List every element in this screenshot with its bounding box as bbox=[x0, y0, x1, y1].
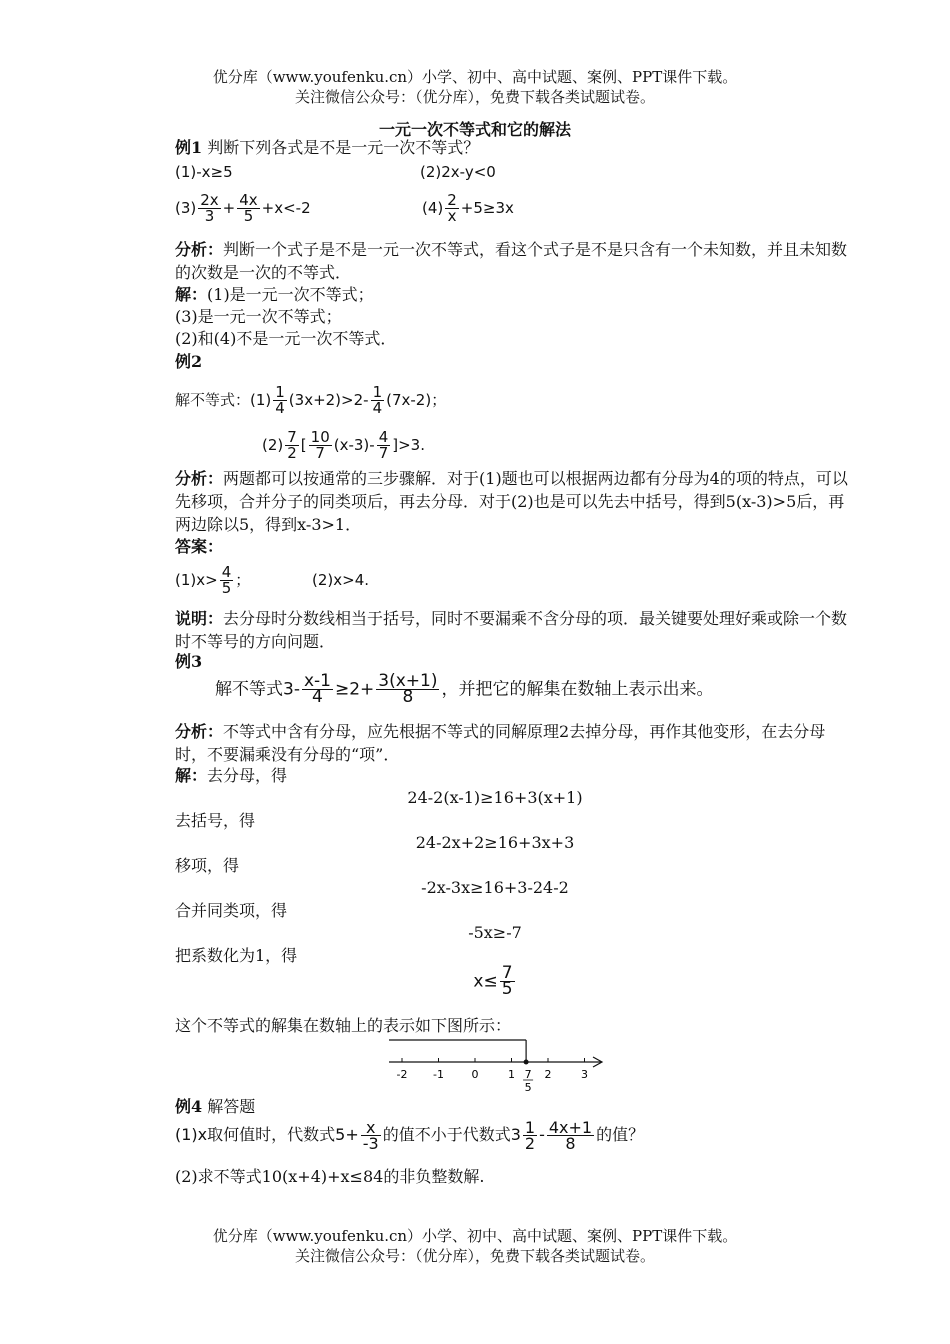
denominator: 5 bbox=[221, 579, 232, 597]
numerator: 1 bbox=[372, 383, 383, 401]
step-3: 移项，得 bbox=[175, 856, 240, 875]
example-2-answer-label: 答案： bbox=[175, 537, 224, 556]
step-text: 去分母，得 bbox=[207, 766, 288, 785]
axis-tick-label: -1 bbox=[433, 1068, 444, 1081]
example-1-item-1: (1)-x≥5 bbox=[175, 163, 233, 181]
numerator: 7 bbox=[501, 963, 513, 983]
example-4-question-2: (2)求不等式10(x+4)+x≤84的非负整数解. bbox=[175, 1167, 485, 1186]
example-2-answer-1 bbox=[175, 565, 250, 596]
denominator: 8 bbox=[402, 687, 414, 707]
denominator: 4 bbox=[312, 687, 323, 707]
example-4-label: 例4 bbox=[175, 1097, 203, 1116]
example-1-analysis bbox=[175, 238, 855, 284]
note-text: 去分母时分数线相当于括号，同时不要漏乘不含分母的项．最关键要处理好乘或除一个数时不等号的方向问题． bbox=[175, 609, 848, 651]
numerator: 3(x+1) bbox=[378, 671, 438, 691]
fraction bbox=[371, 385, 385, 416]
numerator: 2x bbox=[200, 191, 219, 209]
example-2-analysis bbox=[175, 467, 855, 536]
axis-tick-label: 3 bbox=[581, 1068, 588, 1081]
fraction bbox=[198, 193, 220, 224]
denominator: 7 bbox=[378, 444, 389, 462]
footer-line-1: 优分库（www.youfenku.cn）小学、初中、高中试题、案例、PPT课件下载。 bbox=[212, 1227, 738, 1245]
q1-prefix: (1)x取何值时，代数式5+ bbox=[175, 1125, 359, 1144]
q2-suffix: ]>3. bbox=[392, 436, 425, 454]
numerator: 2 bbox=[447, 191, 457, 209]
analysis-text: 不等式中含有分母，应先根据不等式的同解原理2去掉分母，再作其他变形，在去分母时，不要漏乘没有分母的“项”． bbox=[175, 722, 826, 764]
question-mid: ≥2+ bbox=[334, 679, 375, 700]
denominator: 8 bbox=[565, 1134, 576, 1153]
header-line-2: 关注微信公众号：（优分库），免费下载各类试题试卷。 bbox=[294, 88, 655, 106]
axis-tick-label: 2 bbox=[544, 1068, 552, 1081]
answer-1-suffix: ； bbox=[235, 571, 251, 589]
denominator: 4 bbox=[372, 399, 383, 417]
item-4-suffix: +5≥3x bbox=[460, 199, 514, 217]
example-4-heading bbox=[175, 1097, 255, 1117]
numerator: 1 bbox=[524, 1118, 536, 1137]
denominator: 3 bbox=[204, 207, 215, 225]
equation-4: -5x≥-7 bbox=[468, 923, 522, 942]
analysis-label: 分析： bbox=[175, 722, 224, 741]
example-2-question-2 bbox=[262, 430, 425, 461]
axis-tick-label: 1 bbox=[508, 1068, 515, 1081]
example-1-item-4 bbox=[422, 193, 514, 224]
numerator: 4 bbox=[221, 563, 232, 581]
number-line bbox=[385, 1035, 610, 1097]
fraction bbox=[445, 193, 459, 224]
q1-mid: (3x+2)>2- bbox=[288, 391, 369, 409]
plus: + bbox=[222, 199, 236, 217]
denominator: 4 bbox=[275, 399, 285, 417]
item-4-prefix: (4) bbox=[422, 199, 444, 217]
question-prefix: 解不等式3- bbox=[215, 679, 300, 700]
step-4: 合并同类项，得 bbox=[175, 901, 288, 920]
solution-point bbox=[524, 1060, 529, 1065]
solution-label: 解： bbox=[175, 285, 208, 304]
bracket: [ bbox=[300, 436, 307, 454]
analysis-text: 判断一个式子是不是一元一次不等式，看这个式子是不是只含有一个未知数，并且未知数的次数是一次的不等式． bbox=[175, 240, 848, 282]
denominator: 5 bbox=[243, 207, 254, 225]
example-3-analysis bbox=[175, 720, 855, 766]
question-suffix: ，并把它的解集在数轴上表示出来。 bbox=[441, 679, 714, 700]
item-3-suffix: +x<-2 bbox=[261, 199, 311, 217]
numerator: x bbox=[361, 1120, 381, 1136]
fraction bbox=[361, 1120, 381, 1151]
denominator: x bbox=[447, 207, 457, 225]
mark-denominator: 5 bbox=[524, 1081, 532, 1094]
denominator: 5 bbox=[501, 979, 513, 999]
step-2: 去括号，得 bbox=[175, 811, 256, 830]
fraction bbox=[237, 193, 259, 224]
fraction bbox=[309, 430, 332, 461]
axis-tick-label: 0 bbox=[471, 1068, 479, 1081]
example-3-solution bbox=[175, 766, 287, 786]
q2-mid: (x-3)- bbox=[333, 436, 375, 454]
denominator: -3 bbox=[362, 1134, 379, 1153]
example-1-solution-2: (3)是一元一次不等式； bbox=[175, 307, 342, 326]
example-2-question-1 bbox=[175, 385, 446, 416]
step-5: 把系数化为1，得 bbox=[175, 946, 298, 965]
analysis-text: 两题都可以按通常的三步骤解．对于(1)题也可以根据两边都有分母为4的项的特点，可以先移项，合并分子的同类项后，再去分母．对于(2)也是可以先去中括号，得到5(x-3)>5后，再两边除以5，得到x-3>1． bbox=[175, 469, 848, 534]
example-3-question bbox=[215, 671, 714, 707]
axis-caption: 这个不等式的解集在数轴上的表示如下图所示： bbox=[175, 1016, 512, 1035]
analysis-label: 分析： bbox=[175, 240, 224, 259]
equation-3: -2x-3x≥16+3-24-2 bbox=[421, 878, 569, 897]
solution-label: 解： bbox=[175, 766, 208, 785]
numerator: 7 bbox=[287, 428, 297, 446]
fraction bbox=[273, 385, 287, 416]
numerator: 1 bbox=[275, 383, 285, 401]
q1-mid: 的值不小于代数式3 bbox=[382, 1125, 521, 1144]
example-2-note bbox=[175, 607, 855, 653]
analysis-label: 分析： bbox=[175, 469, 224, 488]
fraction bbox=[220, 565, 234, 596]
example-1-item-3 bbox=[175, 193, 311, 224]
example-4-title: 解答题 bbox=[207, 1097, 256, 1116]
solution-line: (1)是一元一次不等式； bbox=[207, 285, 374, 304]
example-2-label: 例2 bbox=[175, 352, 203, 371]
numerator: 4x bbox=[239, 191, 258, 209]
footer-line-2: 关注微信公众号：（优分库），免费下载各类试题试卷。 bbox=[294, 1247, 655, 1265]
example-1-solution-3: (2)和(4)不是一元一次不等式． bbox=[175, 329, 397, 348]
fraction bbox=[377, 430, 391, 461]
fraction bbox=[376, 671, 439, 707]
numerator: x-1 bbox=[303, 671, 331, 691]
q2-prefix: (2) bbox=[262, 436, 284, 454]
fraction bbox=[547, 1120, 594, 1151]
numerator: 10 bbox=[310, 428, 330, 446]
answer-1-prefix: (1)x> bbox=[175, 571, 218, 589]
equation-5 bbox=[0, 963, 950, 999]
numerator: 4 bbox=[378, 428, 389, 446]
fraction bbox=[302, 671, 333, 707]
equation-5-prefix: x≤ bbox=[473, 971, 498, 992]
mark-numerator: 7 bbox=[524, 1068, 532, 1081]
page-title: 一元一次不等式和它的解法 bbox=[378, 120, 571, 139]
minus: - bbox=[539, 1125, 545, 1144]
axis-tick-label: -2 bbox=[396, 1068, 408, 1081]
fraction bbox=[500, 963, 515, 999]
q1-prefix: 解不等式：(1) bbox=[175, 391, 272, 409]
example-1-item-2: (2)2x-y<0 bbox=[420, 163, 496, 181]
note-label: 说明： bbox=[175, 609, 224, 628]
example-3-label: 例3 bbox=[175, 652, 203, 671]
example-2-answer-2: (2)x>4. bbox=[312, 571, 370, 589]
fraction bbox=[523, 1120, 537, 1151]
item-3-prefix: (3) bbox=[175, 199, 197, 217]
example-1-question-text: 判断下列各式是不是一元一次不等式？ bbox=[207, 138, 480, 157]
example-4-question-1 bbox=[175, 1120, 644, 1151]
denominator: 7 bbox=[315, 444, 325, 462]
denominator: 2 bbox=[287, 444, 297, 462]
header-line-1: 优分库（www.youfenku.cn）小学、初中、高中试题、案例、PPT课件下载。 bbox=[212, 68, 738, 86]
numerator: 4x+1 bbox=[548, 1118, 593, 1137]
equation-2: 24-2x+2≥16+3x+3 bbox=[415, 833, 575, 852]
q1-suffix: (7x-2)； bbox=[386, 391, 447, 409]
q1-suffix: 的值？ bbox=[596, 1125, 645, 1144]
denominator: 2 bbox=[524, 1134, 536, 1153]
fraction bbox=[285, 430, 299, 461]
equation-1: 24-2(x-1)≥16+3(x+1) bbox=[407, 788, 583, 807]
example-1-solution bbox=[175, 285, 374, 305]
example-1-question bbox=[175, 138, 479, 158]
example-1-label: 例1 bbox=[175, 138, 203, 157]
